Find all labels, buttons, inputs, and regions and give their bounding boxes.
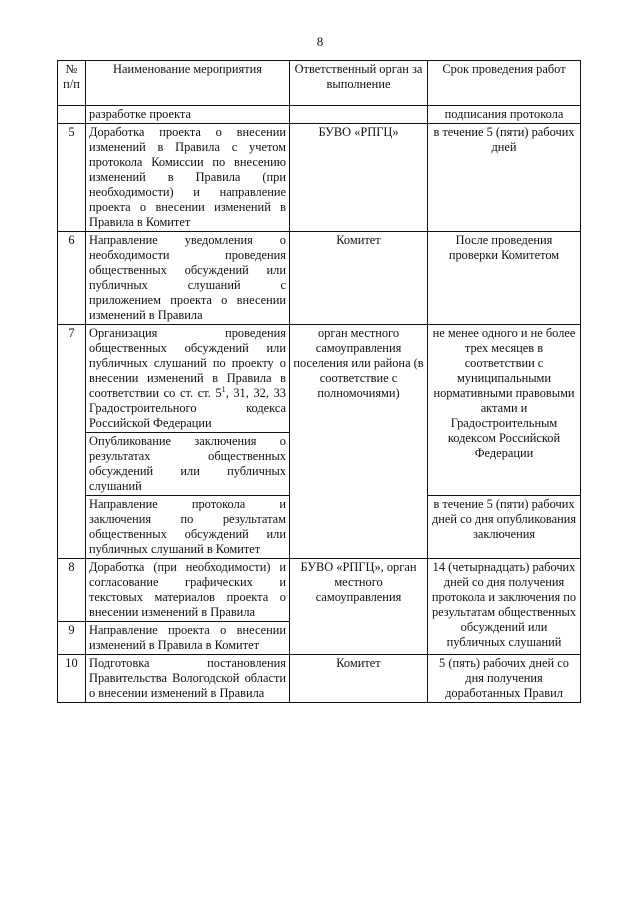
row-num-cell: 10: [58, 655, 86, 703]
header-org: Ответственный орган за выполнение: [290, 61, 428, 106]
table-header-row: [58, 61, 581, 106]
table-row: [58, 124, 581, 232]
row-term-cell: 14 (четырнадцать) рабочих дней со дня получения протокола и заключения по результатам общественных обсуждений или публичных слушаний: [428, 559, 581, 655]
row-term-cell: подписания протокола: [428, 106, 581, 124]
row-num-cell: 8: [58, 559, 86, 622]
row-org-cell: Комитет: [290, 232, 428, 325]
page-number: 8: [316, 34, 324, 49]
row-org-cell: БУВО «РПГЦ»: [290, 124, 428, 232]
table-row: [58, 325, 581, 433]
row-num-cell: 5: [58, 124, 86, 232]
row-org-cell: БУВО «РПГЦ», орган местного самоуправления: [290, 559, 428, 655]
row-name-cell: разработке проекта: [86, 106, 290, 124]
article-superscript: 1: [221, 384, 226, 394]
row-org-cell: [290, 106, 428, 124]
row-name-text: Организация проведения общественных обсуждений или публичных слушаний по проекту о внесении изменений в Правила в соответствии со ст. ст. 5: [89, 326, 286, 400]
table-row-continued: [58, 106, 581, 124]
row-org-cell: Комитет: [290, 655, 428, 703]
row-num-cell: 6: [58, 232, 86, 325]
row-num-cell: 7: [58, 325, 86, 559]
row-name-cell: Направление уведомления о необходимости проведения общественных обсуждений или публичных слушаний с приложением проекта о внесении изменений в Правила: [86, 232, 290, 325]
row-term-cell: не менее одного и не более трех месяцев в соответствии с муниципальными нормативными правовыми актами и Градостроительным кодексом Российской Федерации: [428, 325, 581, 496]
row-num-cell: 9: [58, 622, 86, 655]
row-term-cell: После проведения проверки Комитетом: [428, 232, 581, 325]
row-org-cell: орган местного самоуправления поселения или района (в соответствие с полномочиями): [290, 325, 428, 559]
row-num-cell: [58, 106, 86, 124]
row-name-cell: Направление проекта о внесении изменений в Правила в Комитет: [86, 622, 290, 655]
table-row: [58, 559, 581, 622]
row-name-text: , 31, 32, 33 Градостроительного кодекса Российской Федерации: [89, 386, 287, 430]
row-term-cell: 5 (пять) рабочих дней со дня получения доработанных Правил: [428, 655, 581, 703]
row-name-cell: [86, 325, 290, 433]
row-name-cell: Направление протокола и заключения по результатам общественных обсуждений или публичных слушаний в Комитет: [86, 496, 290, 559]
table-row: [58, 232, 581, 325]
header-name: Наименование мероприятия: [86, 61, 290, 106]
row-name-cell: Доработка проекта о внесении изменений в Правила с учетом протокола Комиссии по внесению изменений в Правила (при необходимости) и направление проекта о внесении изменений в Правила в Комитет: [86, 124, 290, 232]
table-row: [58, 655, 581, 703]
events-table: [57, 60, 581, 703]
header-num: № п/п: [58, 61, 86, 106]
row-term-cell: в течение 5 (пяти) рабочих дней со дня опубликования заключения: [428, 496, 581, 559]
row-term-cell: в течение 5 (пяти) рабочих дней: [428, 124, 581, 232]
header-term: Срок проведения работ: [428, 61, 581, 106]
row-name-cell: Подготовка постановления Правительства Вологодской области о внесении изменений в Правила: [86, 655, 290, 703]
row-name-cell: Доработка (при необходимости) и согласование графических и текстовых материалов проекта о внесении изменений в Правила: [86, 559, 290, 622]
row-name-cell: Опубликование заключения о результатах общественных обсуждений или публичных слушаний: [86, 433, 290, 496]
